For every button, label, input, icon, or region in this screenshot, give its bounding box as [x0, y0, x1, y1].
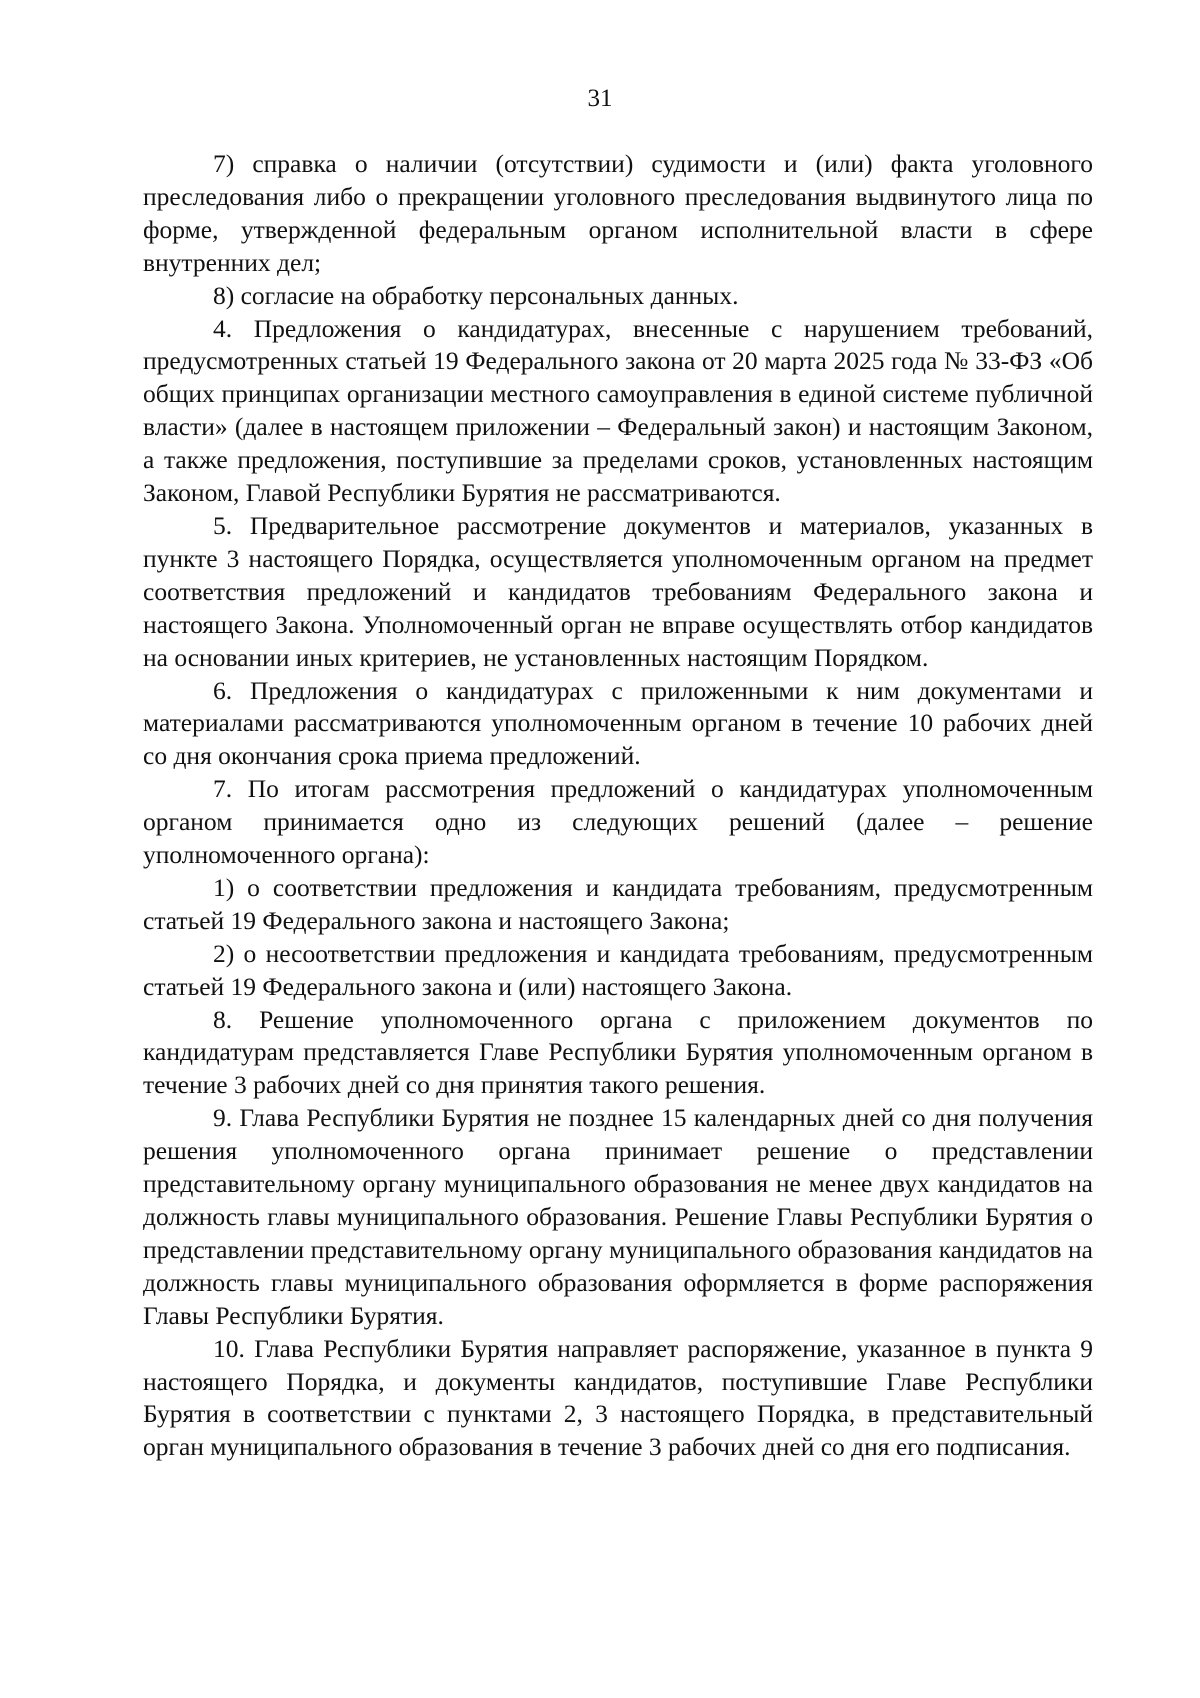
paragraph-clause-5: 5. Предварительное рассмотрение документов и материалов, указанных в пункте 3 настоящего Порядка, осуществляется уполномоченным органом на предмет соответствия предложений и кандидатов требованиям Федерального закона и настоящего Закона. Уполномоченный орган не вправе осуществлять отбор кандидатов на основании иных критериев, не установленных настоящим Порядком. — [143, 510, 1093, 672]
paragraph-clause-4: 4. Предложения о кандидатурах, внесенные с нарушением требований, предусмотренных статьей 19 Федерального закона от 20 марта 2025 года № 33-ФЗ «Об общих принципах организации местного самоуправления в единой системе публичной власти» (далее в настоящем приложении – Федеральный закон) и настоящим Законом, а также предложения, поступившие за пределами сроков, установленных настоящим Законом, Главой Республики Бурятия не рассматриваются. — [143, 313, 1093, 508]
document-body — [143, 148, 1093, 1464]
paragraph-clause-9: 9. Глава Республики Бурятия не позднее 15 календарных дней со дня получения решения уполномоченного органа принимает решение о представлении представительному органу муниципального образования не менее двух кандидатов на должность главы муниципального образования. Решение Главы Республики Бурятия о представлении представительному органу муниципального образования кандидатов на должность главы муниципального образования оформляется в форме распоряжения Главы Республики Бурятия. — [143, 1103, 1093, 1330]
paragraph-item-8: 8) согласие на обработку персональных данных. — [213, 280, 739, 310]
paragraph-item-7: 7) справка о наличии (отсутствии) судимости и (или) факта уголовного преследования либо о прекращении уголовного преследования выдвинутого лица по форме, утвержденной федеральным органом исполнительной власти в сфере внутренних дел; — [143, 149, 1093, 277]
paragraph-clause-6: 6. Предложения о кандидатурах с приложенными к ним документами и материалами рассматриваются уполномоченным органом в течение 10 рабочих дней со дня окончания срока приема предложений. — [143, 675, 1093, 771]
paragraph-decision-1: 1) о соответствии предложения и кандидата требованиям, предусмотренным статьей 19 Федерального закона и настоящего Закона; — [143, 872, 1093, 935]
paragraph-clause-10: 10. Глава Республики Бурятия направляет распоряжение, указанное в пункта 9 настоящего Порядка, и документы кандидатов, поступившие Главе Республики Бурятия в соответствии с пунктами 2, 3 настоящего Порядка, в представительный орган муниципального образования в течение 3 рабочих дней со дня его подписания. — [143, 1333, 1093, 1462]
paragraph-decision-2: 2) о несоответствии предложения и кандидата требованиям, предусмотренным статьей 19 Федерального закона и (или) настоящего Закона. — [143, 938, 1093, 1001]
paragraph-clause-7: 7. По итогам рассмотрения предложений о кандидатурах уполномоченным органом принимается одно из следующих решений (далее – решение уполномоченного органа): — [143, 774, 1093, 870]
page-number: 31 — [587, 85, 613, 112]
paragraph-clause-8: 8. Решение уполномоченного органа с приложением документов по кандидатурам представляется Главе Республики Бурятия уполномоченным органом в течение 3 рабочих дней со дня принятия такого решения. — [143, 1004, 1093, 1100]
